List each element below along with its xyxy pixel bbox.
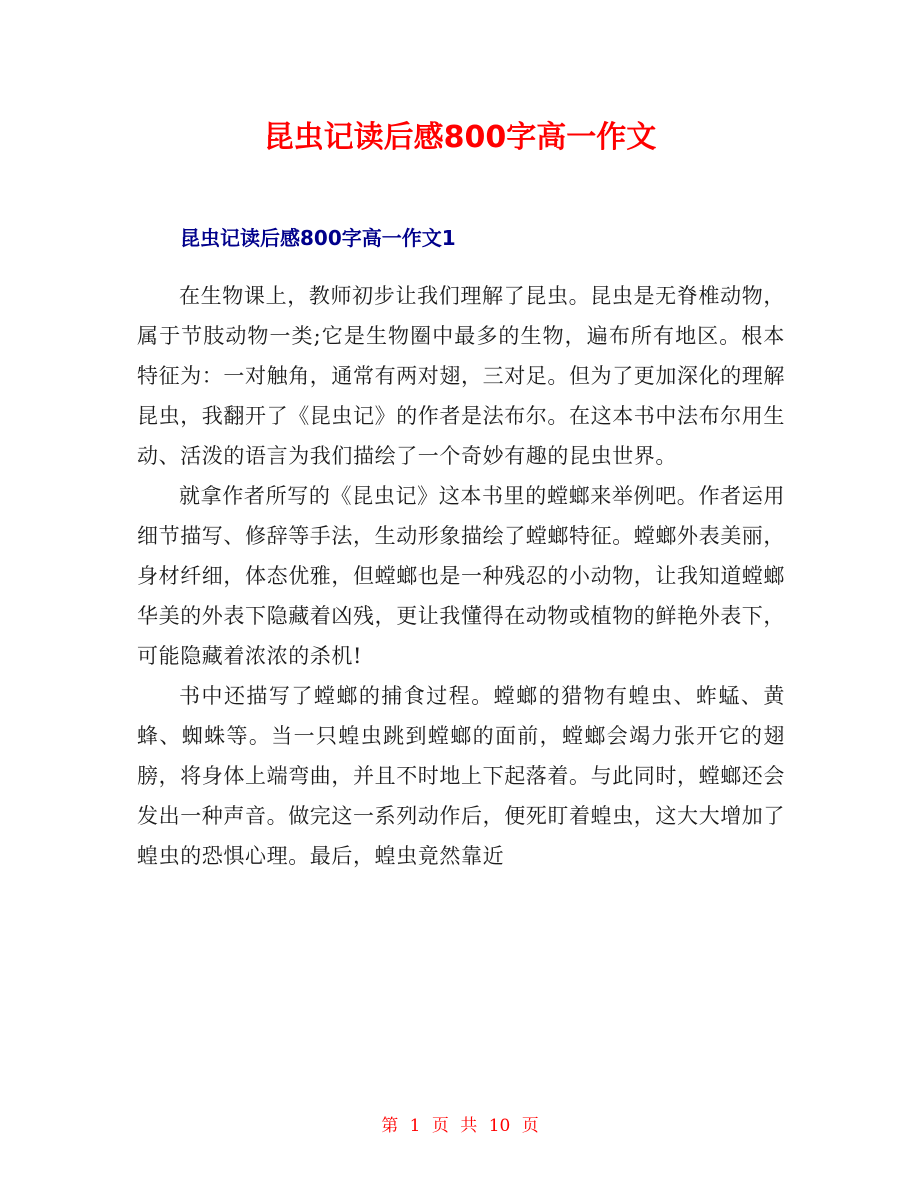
page-number-footer: 第 1 页 共 10 页 (381, 1116, 539, 1136)
paragraph: 在生物课上，教师初步让我们理解了昆虫。昆虫是无脊椎动物，属于节肢动物一类;它是生物圈中最多的生物，遍布所有地区。根本特征为：一对触角，通常有两对翅，三对足。但为了更加深化的理解昆虫，我翻开了《昆虫记》的作者是法布尔。在这本书中法布尔用生动、活泼的语言为我们描绘了一个奇妙有趣的昆虫世界。 (137, 284, 785, 468)
document-title: 昆虫记读后感800字高一作文 (263, 120, 657, 155)
paragraph: 书中还描写了螳螂的捕食过程。螳螂的猎物有蝗虫、蚱蜢、黄蜂、蜘蛛等。当一只蝗虫跳到螳螂的面前，螳螂会竭力张开它的翅膀，将身体上端弯曲，并且不时地上下起落着。与此同时，螳螂还会发出一种声音。做完这一系列动作后，便死盯着蝗虫，这大大增加了蝗虫的恐惧心理。最后，蝗虫竟然靠近 (137, 684, 785, 868)
paragraph: 就拿作者所写的《昆虫记》这本书里的螳螂来举例吧。作者运用细节描写、修辞等手法，生动形象描绘了螳螂特征。螳螂外表美丽，身材纤细，体态优雅，但螳螂也是一种残忍的小动物，让我知道螳螂华美的外表下隐藏着凶残，更让我懂得在动物或植物的鲜艳外表下，可能隐藏着浓浓的杀机! (137, 484, 785, 668)
section-heading: 昆虫记读后感800字高一作文1 (180, 226, 456, 250)
body-text (137, 276, 785, 876)
